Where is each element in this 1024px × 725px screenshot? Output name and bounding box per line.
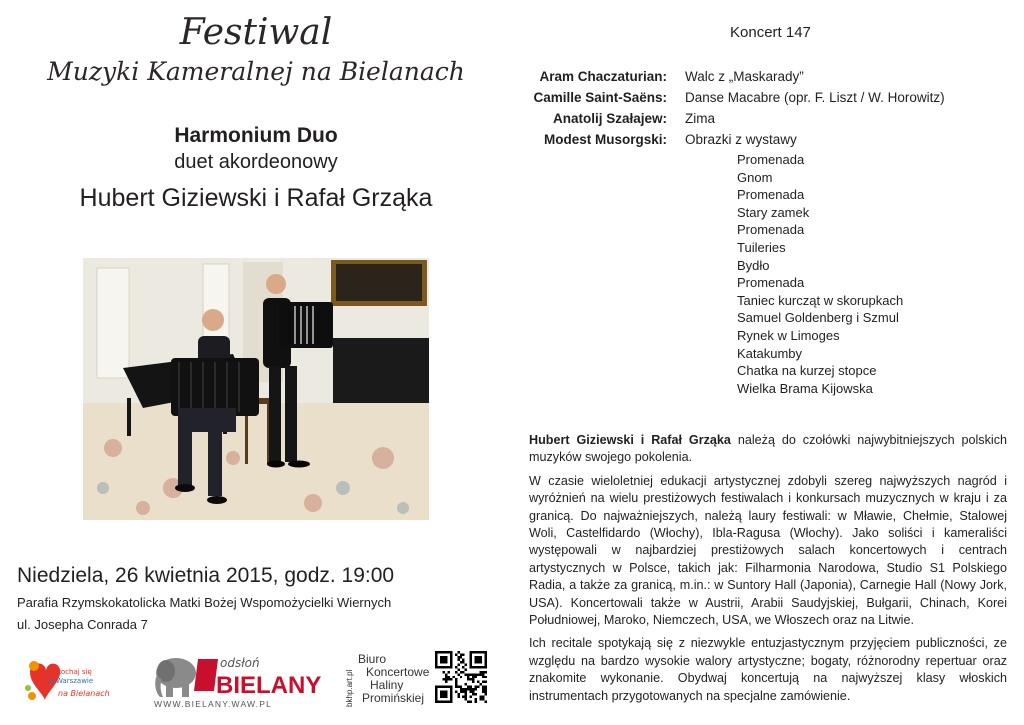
event-venue: Parafia Rzymskokatolicka Matki Bożej Wspomożycielki Wiernych — [17, 595, 392, 610]
program-list — [520, 69, 1000, 153]
biuro-koncertowe-logo — [344, 651, 430, 709]
piece-title: Zima — [685, 111, 715, 126]
festival-subtitle: Muzyki Kameralnej na Bielanach — [47, 57, 465, 86]
movement-item: Katakumby — [737, 345, 803, 361]
biuro-side-text: bkhp.art.pl — [345, 669, 354, 707]
movement-item: Promenada — [737, 187, 805, 203]
movement-item: Promenada — [737, 152, 805, 167]
program-row — [520, 132, 1000, 153]
ensemble-name: Harmonium Duo — [174, 124, 338, 147]
zakochaj-text-2: w Warszawie — [48, 677, 94, 685]
movement-item: Tuileries — [737, 239, 786, 255]
bio-names: Hubert Giziewski i Rafał Grząka — [529, 433, 731, 447]
zakochaj-text-3: na Bielanach — [58, 689, 110, 698]
biuro-line-3: Haliny — [370, 678, 404, 692]
composer-name: Aram Chaczaturian: — [539, 69, 667, 84]
movement-item: Wielka Brama Kijowska — [737, 380, 873, 396]
performers-names: Hubert Giziewski i Rafał Grząka — [79, 184, 433, 212]
biuro-line-2: Koncertowe — [366, 665, 430, 679]
movement-item: Bydło — [737, 257, 770, 273]
bio-paragraph-2: W czasie wieloletniej edukacji artystycznej zdobyli szereg najwyższych nagród i wyróżnień na wielu prestiżowych festiwalach i konkursach muzycznych w kraju i za granicą. Do najważniejszych, należą laury festiwali: w Mławie, Chełmie, Stalowej Woli, Castelfidardo (Włochy), Ibla-Ragusa (Włochy). Jako soliści i kameraliści występowali w najbardziej prestiżowych salach koncertowych i centrach artystycznych w Polsce, takich jak: Filharmonia Narodowa, Studio S1 Polskiego Radia, a także za granicą, m.in.: w Suntory Hall (Japonia), Carnegie Hall (Nowy Jork, USA). Koncertowali także w Austrii, Arabii Saudyjskiej, Bułgarii, Chinach, Korei Południowej, Maroko, Niemczech, USA, we Włoszech oraz na Litwie. — [529, 473, 1007, 628]
movement-item: Promenada — [737, 275, 805, 291]
biography — [529, 432, 1007, 711]
zakochaj-text-1: Zakochaj się — [48, 668, 92, 676]
bielany-url: WWW.BIELANY.WAW.PL — [154, 699, 273, 709]
concert-number: Koncert 147 — [730, 24, 811, 41]
event-address: ul. Josepha Conrada 7 — [17, 617, 148, 632]
zakochaj-logo — [20, 650, 112, 708]
movement-item: Gnom — [737, 169, 773, 185]
program-row — [520, 69, 1000, 90]
piece-title: Obrazki z wystawy — [685, 132, 797, 147]
movement-item: Rynek w Limoges — [737, 327, 840, 343]
bio-intro: należą do czołówki najwybitniejszych polskich muzyków swojego pokolenia. — [529, 433, 1007, 465]
qr-code — [435, 651, 487, 703]
biuro-line-1: Biuro — [358, 652, 387, 666]
program-row — [520, 90, 1000, 111]
movements-list — [737, 151, 903, 397]
duo-photo — [83, 258, 429, 520]
bio-paragraph-1 — [529, 432, 1007, 467]
biuro-line-4: Promińskiej — [362, 691, 425, 705]
composer-name: Modest Musorgski: — [543, 132, 667, 147]
movement-item: Promenada — [737, 222, 805, 238]
odslon-text: odsłoń — [220, 656, 260, 670]
movement-item: Chatka na kurzej stopce — [737, 363, 877, 379]
ensemble-type: duet akordeonowy — [174, 151, 338, 173]
movement-item: Stary zamek — [737, 204, 810, 220]
elephant-icon — [155, 658, 196, 697]
odslon-bielany-logo — [152, 651, 322, 709]
bielany-text: BIELANY — [216, 672, 322, 699]
movement-item: Samuel Goldenberg i Szmul — [737, 310, 899, 326]
piece-title: Danse Macabre (opr. F. Liszt / W. Horowitz) — [685, 90, 945, 105]
composer-name: Anatolij Szałajew: — [552, 111, 667, 126]
festival-title: Festiwal — [179, 12, 333, 53]
program-row — [520, 111, 1000, 132]
composer-name: Camille Saint-Saëns: — [533, 90, 667, 105]
movement-item: Taniec kurcząt w skorupkach — [737, 292, 904, 308]
bio-paragraph-3: Ich recitale spotykają się z niezwykle entuzjastycznym przyjęciem publiczności, ze względu na bardzo wysokie walory artystyczne; bogaty, różnorodny repertuar oraz znakomite wykonanie. Obydwaj koncertują na najwyższej klasy włoskich instrumentach przygotowanych na specjalne zamówienie. — [529, 636, 1007, 703]
piece-title: Walc z „Maskarady” — [685, 69, 804, 84]
event-date: Niedziela, 26 kwietnia 2015, godz. 19:00 — [17, 564, 395, 587]
